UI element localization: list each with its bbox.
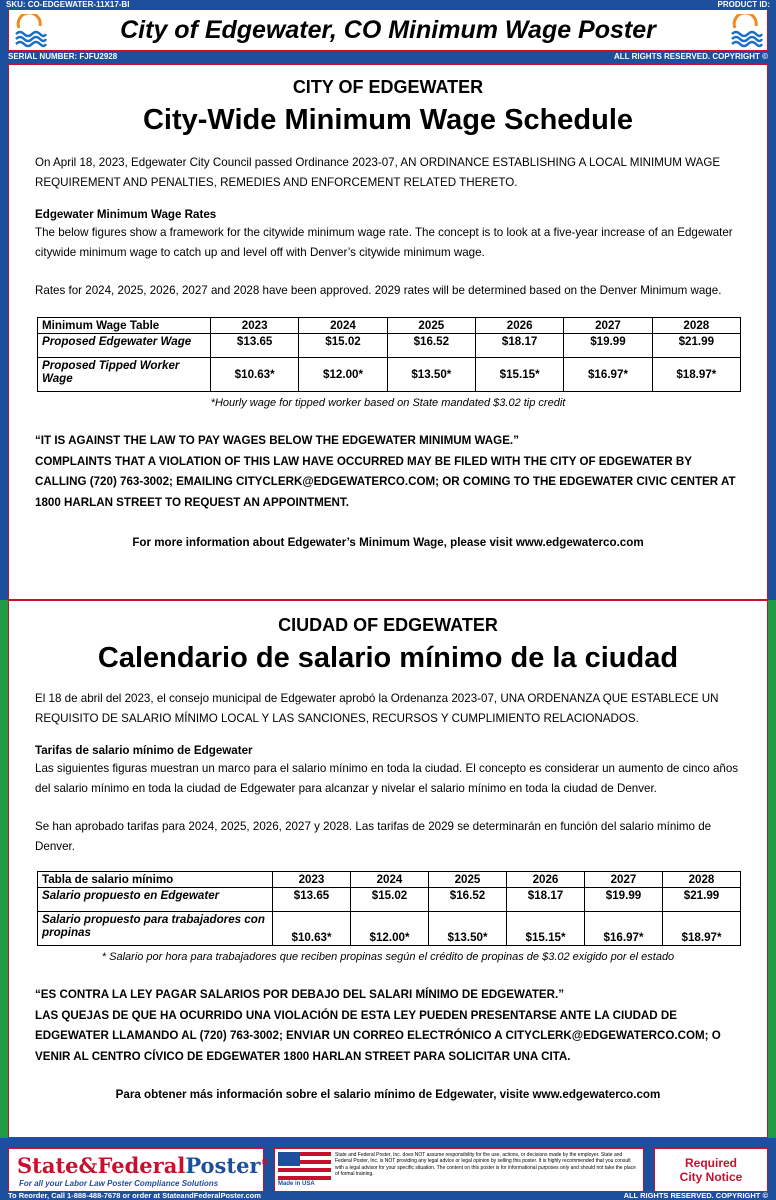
english-approved-text: Rates for 2024, 2025, 2026, 2027 and 2028 have been approved. 2029 rates will be determined based on the Denver Minimum wage.: [35, 284, 722, 297]
english-tip-note: *Hourly wage for tipped worker based on State mandated $3.02 tip credit: [210, 397, 566, 409]
table-header-row: [38, 872, 741, 888]
table-header-cell: 2025: [387, 318, 475, 334]
brand-logo: [17, 1153, 270, 1178]
wage-cell: $15.02: [351, 888, 429, 912]
table-header-cell: 2024: [351, 872, 429, 888]
english-rates-heading: Edgewater Minimum Wage Rates: [35, 208, 217, 221]
brand-name-part-b: Poster: [185, 1153, 261, 1178]
table-header-cell: 2027: [585, 872, 663, 888]
table-header-cell: 2027: [564, 318, 652, 334]
table-row: [38, 334, 741, 358]
wage-cell: $18.97*: [652, 358, 740, 392]
copyright-text: ALL RIGHTS RESERVED. COPYRIGHT ©: [613, 52, 768, 61]
english-intro: On April 18, 2023, Edgewater City Council passed Ordinance 2023-07, AN ORDINANCE ESTABLISHING A LOCAL MINIMUM WAGE REQUIREMENT AND PENALTIES, REMEDIES AND ENFORCEMENT RELATED THERETO.: [35, 156, 721, 189]
table-row: [38, 358, 741, 392]
spanish-rates-text: Las siguientes figuras muestran un marco para el salario mínimo en toda la ciudad. El concepto es considerar un aumento de cinco años del salario mínimo en toda la ciudad de Edgewater para alcanzar y nivelar el salario mínimo en toda la ciudad de Denver.: [35, 762, 739, 795]
serial-number: SERIAL NUMBER: FJFU2928: [8, 52, 118, 61]
product-id-text: PRODUCT ID:: [717, 0, 770, 9]
title-box: [8, 9, 768, 51]
wage-cell: $18.17: [475, 334, 563, 358]
english-section: [0, 64, 776, 600]
table-header-cell: 2025: [429, 872, 507, 888]
table-header-cell: 2026: [475, 318, 563, 334]
made-in-usa-label: Made in USA: [278, 1181, 315, 1187]
wage-cell: $12.00*: [299, 358, 387, 392]
disclaimer-box: [274, 1148, 644, 1192]
wage-cell: $16.97*: [564, 358, 652, 392]
reorder-text: To Reorder, Call 1-888-488-7678 or order at StateandFederalPoster.com: [8, 1191, 261, 1200]
spanish-section: [0, 600, 776, 1138]
row-label: Proposed Tipped Worker Wage: [38, 358, 211, 392]
english-complaints: COMPLAINTS THAT A VIOLATION OF THIS LAW HAVE OCCURRED MAY BE FILED WITH THE CITY OF EDGEWATER BY CALLING (720) 763-3002; EMAILING CITYCLERK@EDGEWATERCO.COM; OR COMING TO THE EDGEWATER CIVIC CENTER AT 1800 HARLAN STREET TO REQUEST AN APPOINTMENT.: [35, 454, 736, 509]
registered-mark: ®: [260, 1158, 270, 1168]
brand-box: [8, 1148, 270, 1192]
wage-cell: $10.63*: [211, 358, 299, 392]
spanish-approved-text: Se han aprobado tarifas para 2024, 2025, 2026, 2027 y 2028. Las tarifas de 2029 se determinarán en función del salario mínimo de Denver.: [35, 820, 712, 853]
wage-cell: $18.17: [507, 888, 585, 912]
wage-cell: $12.00*: [351, 912, 429, 946]
wage-cell: $19.99: [585, 888, 663, 912]
table-header-cell: 2026: [507, 872, 585, 888]
wave-logo-icon: [13, 14, 47, 48]
table-header-cell: Minimum Wage Table: [38, 318, 211, 334]
english-rates-text: The below figures show a framework for the citywide minimum wage rate. The concept is to look at a five-year increase of an Edgewater citywide minimum wage to catch up and level off with Denver’s citywide minimum wage.: [35, 226, 733, 259]
row-label: Proposed Edgewater Wage: [38, 334, 211, 358]
wage-cell: $21.99: [652, 334, 740, 358]
english-city-heading: CITY OF EDGEWATER: [292, 77, 484, 97]
wage-cell: $16.52: [387, 334, 475, 358]
wage-cell: $15.02: [299, 334, 387, 358]
english-law-statement: “IT IS AGAINST THE LAW TO PAY WAGES BELOW THE EDGEWATER MINIMUM WAGE.”: [35, 434, 519, 447]
spanish-intro: El 18 de abril del 2023, el consejo municipal de Edgewater aprobó la Ordenanza 2023-07, UNA ORDENANZA QUE ESTABLECE UN REQUISITO DE SALARIO MÍNIMO LOCAL Y LAS SANCIONES, RECURSOS Y CUMPLIMIENTO RELACIONADOS.: [35, 692, 719, 725]
serial-strip: [0, 52, 776, 62]
spanish-more-info: Para obtener más información sobre el salario mínimo de Edgewater, visite www.edgewaterco.com: [115, 1088, 661, 1101]
english-wage-table: [37, 317, 741, 392]
english-more-info: For more information about Edgewater’s Minimum Wage, please visit www.edgewaterco.com: [132, 536, 644, 549]
table-row: [38, 888, 741, 912]
top-strip: [0, 0, 776, 9]
spanish-law-statement: “ES CONTRA LA LEY PAGAR SALARIOS POR DEBAJO DEL SALARI MÍNIMO DE EDGEWATER.”: [35, 988, 565, 1001]
row-label: Salario propuesto en Edgewater: [38, 888, 273, 912]
required-notice-box: [654, 1148, 768, 1192]
header-bar: [0, 0, 776, 64]
spanish-content: [8, 600, 768, 1138]
wage-cell: $13.65: [273, 888, 351, 912]
spanish-rates-heading: Tarifas de salario mínimo de Edgewater: [35, 744, 253, 757]
wage-cell: $16.52: [429, 888, 507, 912]
wage-cell: $15.15*: [475, 358, 563, 392]
brand-name-part-a: State&Federal: [17, 1153, 186, 1178]
poster-title: City of Edgewater, CO Minimum Wage Poster: [120, 15, 656, 44]
brand-tagline: For all your Labor Law Poster Compliance Solutions: [19, 1179, 219, 1188]
footer-bar: [0, 1138, 776, 1200]
spanish-complaints: LAS QUEJAS DE QUE HA OCURRIDO UNA VIOLACIÓN DE ESTA LEY PUEDEN PRESENTARSE ANTE LA CIUDAD DE EDGEWATER LLAMANDO AL (720) 763-3002; ENVIAR UN CORREO ELECTRÓNICO A CITYCLERK@EDGEWATERCO.COM; O VENIR AL CENTRO CÍVICO DE EDGEWATER 1800 HARLAN STREET PARA SOLICITAR UNA CITA.: [35, 1008, 721, 1063]
wage-cell: $21.99: [663, 888, 741, 912]
table-header-cell: Tabla de salario mínimo: [38, 872, 273, 888]
wage-cell: $16.97*: [585, 912, 663, 946]
spanish-city-heading: CIUDAD OF EDGEWATER: [278, 615, 498, 635]
english-content: [8, 64, 768, 600]
wage-cell: $15.15*: [507, 912, 585, 946]
wage-cell: $13.50*: [387, 358, 475, 392]
wage-cell: $10.63*: [273, 912, 351, 946]
wage-cell: $18.97*: [663, 912, 741, 946]
spanish-tip-note: * Salario por hora para trabajadores que reciben propinas según el crédito de propinas de $3.02 exigido por el estado: [101, 951, 675, 963]
table-header-row: [38, 318, 741, 334]
reorder-strip: [8, 1192, 768, 1200]
table-header-cell: 2028: [663, 872, 741, 888]
footer-copyright: ALL RIGHTS RESERVED. COPYRIGHT ©: [623, 1191, 768, 1200]
table-header-cell: 2024: [299, 318, 387, 334]
table-header-cell: 2028: [652, 318, 740, 334]
row-label: Salario propuesto para trabajadores con propinas: [38, 912, 273, 946]
sku-text: SKU: CO-EDGEWATER-11X17-BI: [6, 0, 130, 9]
wage-cell: $13.65: [211, 334, 299, 358]
spanish-wage-table: [37, 871, 741, 946]
table-header-cell: 2023: [211, 318, 299, 334]
spanish-title: Calendario de salario mínimo de la ciudad: [97, 642, 679, 674]
wage-cell: $19.99: [564, 334, 652, 358]
required-label: Required: [684, 1156, 737, 1170]
city-notice-label: City Notice: [679, 1170, 743, 1184]
english-title: City-Wide Minimum Wage Schedule: [142, 104, 634, 136]
disclaimer-text: State and Federal Poster, Inc. does NOT assume responsibility for the use, actions, or decisions made by the employer. State and Federal Poster, Inc. is NOT providing any legal advice or legal opinion by selling this poster. It is highly recommended that you consult with a legal advisor for your specific situation. The content on this poster is for informational purposes only and should not take the place of formal training.: [335, 1152, 636, 1177]
wave-logo-icon: [729, 14, 763, 48]
wage-cell: $13.50*: [429, 912, 507, 946]
table-header-cell: 2023: [273, 872, 351, 888]
table-row: [38, 912, 741, 946]
